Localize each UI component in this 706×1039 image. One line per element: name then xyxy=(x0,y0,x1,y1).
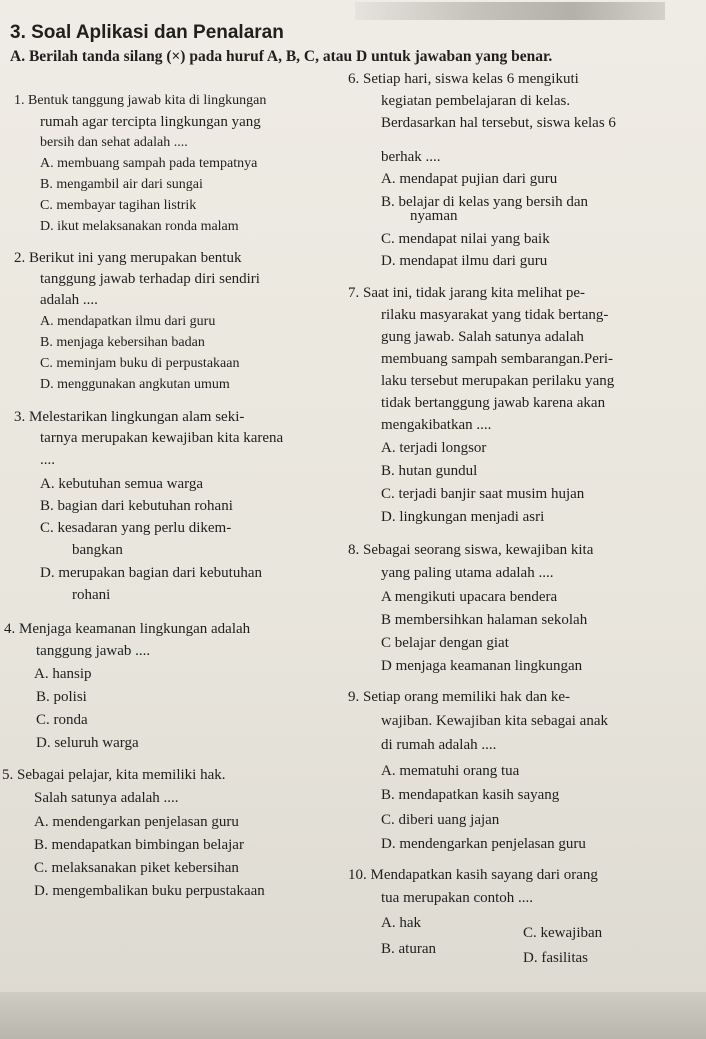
q6-option-b[interactable]: B. belajar di kelas yang bersih dan xyxy=(381,194,589,210)
q8-line-2: yang paling utama adalah .... xyxy=(381,565,554,581)
q9-option-d[interactable]: D. mendengarkan penjelasan guru xyxy=(381,836,586,852)
q7-line-5: laku tersebut merupakan perilaku yang xyxy=(381,373,615,389)
q9-line-1: 9. Setiap orang memiliki hak dan ke- xyxy=(348,689,571,705)
q6-option-b-cont: nyaman xyxy=(410,208,458,224)
q3-option-c-cont: bangkan xyxy=(72,542,123,558)
q3-line-3: .... xyxy=(40,452,55,468)
q5-line-2: Salah satunya adalah .... xyxy=(34,790,179,806)
q8-line-1: 8. Sebagai seorang siswa, kewajiban kita xyxy=(348,542,594,558)
q7-option-b[interactable]: B. hutan gundul xyxy=(381,463,478,479)
q7-line-1: 7. Saat ini, tidak jarang kita melihat pe- xyxy=(348,285,586,301)
q2-line-2: tanggung jawab terhadap diri sendiri xyxy=(40,271,260,287)
q6-option-c[interactable]: C. mendapat nilai yang baik xyxy=(381,231,550,247)
q6-option-a[interactable]: A. mendapat pujian dari guru xyxy=(381,171,558,187)
q2-option-c[interactable]: C. meminjam buku di perpustakaan xyxy=(40,356,240,371)
q9-option-b[interactable]: B. mendapatkan kasih sayang xyxy=(381,787,560,803)
instruction: A. Berilah tanda silang (×) pada huruf A, B, C, atau D untuk jawaban yang benar. xyxy=(10,48,553,65)
q7-option-a[interactable]: A. terjadi longsor xyxy=(381,440,487,456)
q5-option-b[interactable]: B. mendapatkan bimbingan belajar xyxy=(34,837,244,853)
q9-line-3: di rumah adalah .... xyxy=(381,737,497,753)
q4-option-d[interactable]: D. seluruh warga xyxy=(36,735,139,751)
q1-line-2: rumah agar tercipta lingkungan yang xyxy=(40,114,261,130)
q1-option-d[interactable]: D. ikut melaksanakan ronda malam xyxy=(40,219,239,234)
q7-line-6: tidak bertanggung jawab karena akan xyxy=(381,395,606,411)
q10-option-b[interactable]: B. aturan xyxy=(381,941,436,957)
q7-line-7: mengakibatkan .... xyxy=(381,417,492,433)
q3-line-1: 3. Melestarikan lingkungan alam seki- xyxy=(14,409,245,425)
q5-option-c[interactable]: C. melaksanakan piket kebersihan xyxy=(34,860,239,876)
q7-line-2: rilaku masyarakat yang tidak bertang- xyxy=(381,307,609,323)
q3-option-b[interactable]: B. bagian dari kebutuhan rohani xyxy=(40,498,233,514)
q9-option-a[interactable]: A. mematuhi orang tua xyxy=(381,763,520,779)
q2-option-a[interactable]: A. mendapatkan ilmu dari guru xyxy=(40,314,216,329)
q6-line-3: Berdasarkan hal tersebut, siswa kelas 6 xyxy=(381,115,616,131)
q8-option-c[interactable]: C belajar dengan giat xyxy=(381,635,509,651)
q4-line-1: 4. Menjaga keamanan lingkungan adalah xyxy=(4,621,251,637)
q6-line-1: 6. Setiap hari, siswa kelas 6 mengikuti xyxy=(348,71,579,87)
q1-option-a[interactable]: A. membuang sampah pada tempatnya xyxy=(40,156,258,171)
q2-line-1: 2. Berikut ini yang merupakan bentuk xyxy=(14,250,242,266)
q5-option-d[interactable]: D. mengembalikan buku perpustakaan xyxy=(34,883,265,899)
q10-option-d[interactable]: D. fasilitas xyxy=(523,950,588,966)
q2-option-d[interactable]: D. menggunakan angkutan umum xyxy=(40,377,230,392)
q4-line-2: tanggung jawab .... xyxy=(36,643,151,659)
scan-shadow xyxy=(355,2,665,20)
q3-line-2: tarnya merupakan kewajiban kita karena xyxy=(40,430,284,446)
q4-option-b[interactable]: B. polisi xyxy=(36,689,87,705)
paper-bottom-edge xyxy=(0,992,706,1039)
q3-option-d-cont: rohani xyxy=(72,587,111,603)
q1-line-1: 1. Bentuk tanggung jawab kita di lingkungan xyxy=(14,93,267,108)
section-title: 3. Soal Aplikasi dan Penalaran xyxy=(10,22,284,43)
q10-option-a[interactable]: A. hak xyxy=(381,915,421,931)
q9-line-2: wajiban. Kewajiban kita sebagai anak xyxy=(381,713,608,729)
q3-option-a[interactable]: A. kebutuhan semua warga xyxy=(40,476,204,492)
q7-option-c[interactable]: C. terjadi banjir saat musim hujan xyxy=(381,486,585,502)
q4-option-a[interactable]: A. hansip xyxy=(34,666,92,682)
q8-option-b[interactable]: B membersihkan halaman sekolah xyxy=(381,612,588,628)
q8-option-a[interactable]: A mengikuti upacara bendera xyxy=(381,589,558,605)
q1-option-c[interactable]: C. membayar tagihan listrik xyxy=(40,198,197,213)
q3-option-d[interactable]: D. merupakan bagian dari kebutuhan xyxy=(40,565,263,581)
q4-option-c[interactable]: C. ronda xyxy=(36,712,88,728)
q2-option-b[interactable]: B. menjaga kebersihan badan xyxy=(40,335,205,350)
q6-line-2: kegiatan pembelajaran di kelas. xyxy=(381,93,571,109)
q10-option-c[interactable]: C. kewajiban xyxy=(523,925,603,941)
q1-option-b[interactable]: B. mengambil air dari sungai xyxy=(40,177,203,192)
q10-line-1: 10. Mendapatkan kasih sayang dari orang xyxy=(348,867,598,883)
q3-option-c[interactable]: C. kesadaran yang perlu dikem- xyxy=(40,520,232,536)
q10-line-2: tua merupakan contoh .... xyxy=(381,890,534,906)
q1-line-3: bersih dan sehat adalah .... xyxy=(40,135,188,150)
q5-option-a[interactable]: A. mendengarkan penjelasan guru xyxy=(34,814,239,830)
q6-line-4: berhak .... xyxy=(381,149,441,165)
q6-option-d[interactable]: D. mendapat ilmu dari guru xyxy=(381,253,548,269)
q7-line-4: membuang sampah sembarangan.Peri- xyxy=(381,351,614,367)
q7-line-3: gung jawab. Salah satunya adalah xyxy=(381,329,584,345)
q9-option-c[interactable]: C. diberi uang jajan xyxy=(381,812,500,828)
q2-line-3: adalah .... xyxy=(40,292,98,308)
q8-option-d[interactable]: D menjaga keamanan lingkungan xyxy=(381,658,583,674)
q7-option-d[interactable]: D. lingkungan menjadi asri xyxy=(381,509,545,525)
q5-line-1: 5. Sebagai pelajar, kita memiliki hak. xyxy=(2,767,226,783)
